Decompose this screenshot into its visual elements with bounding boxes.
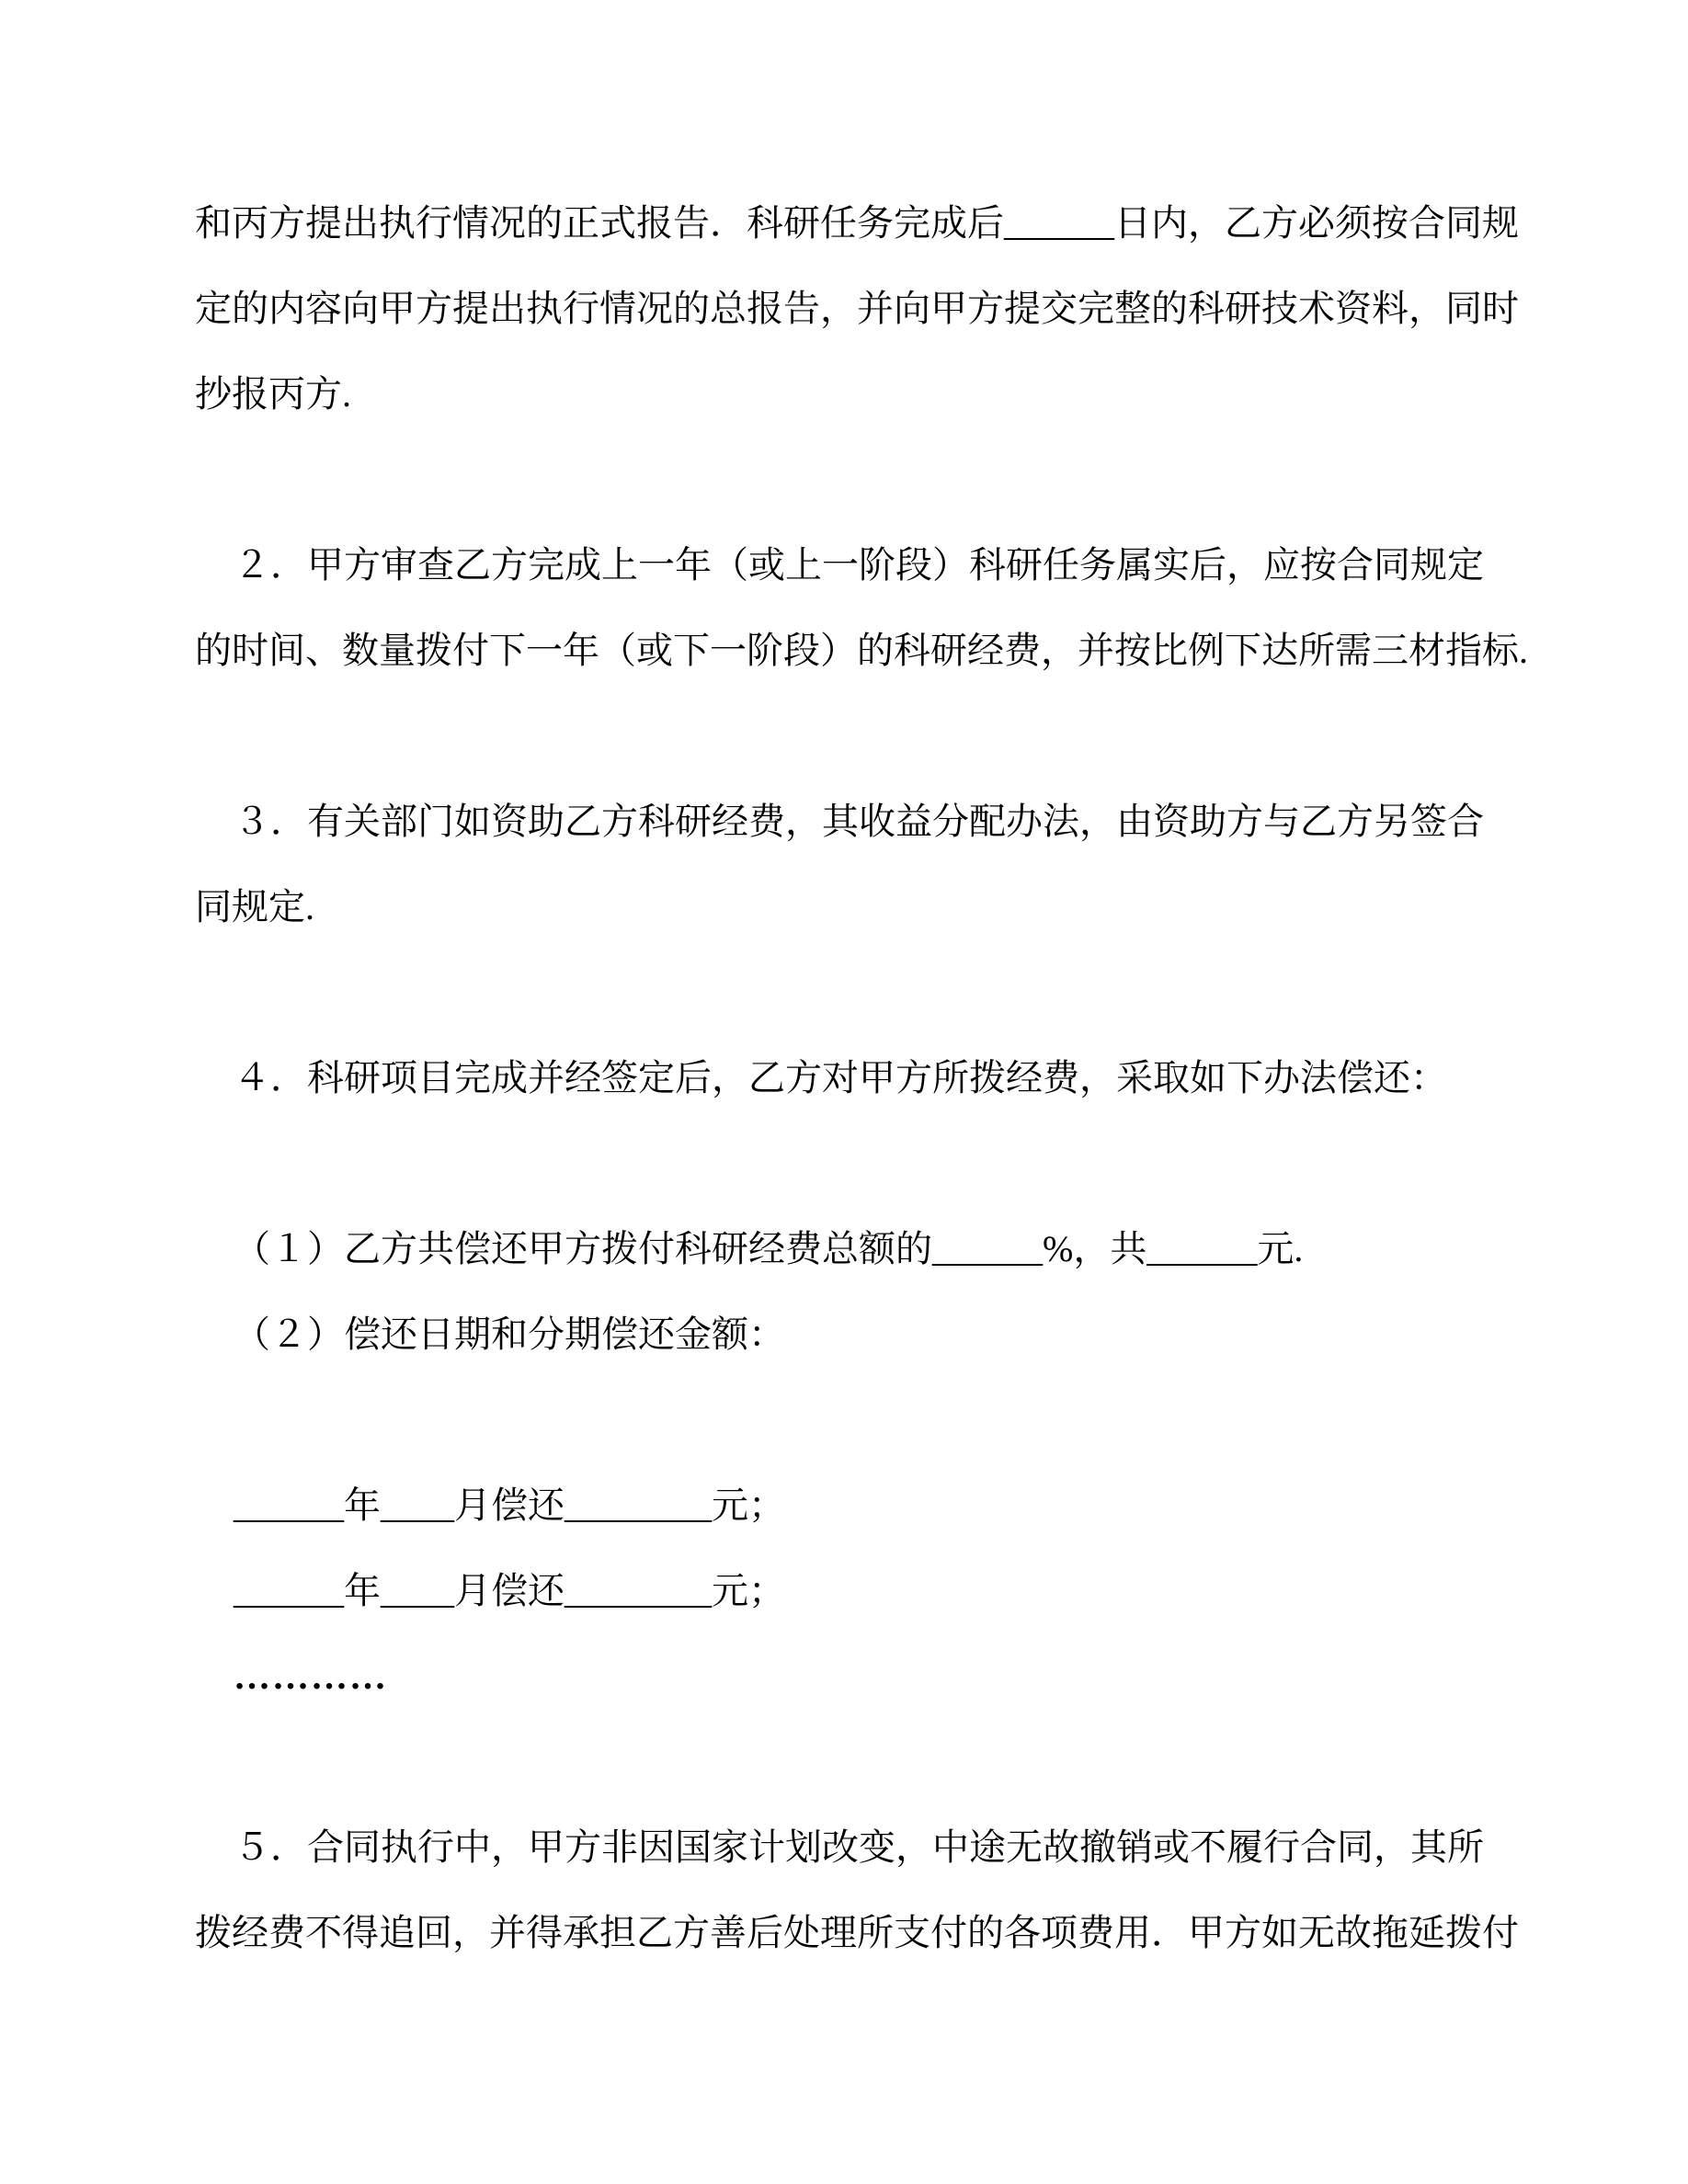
clause-4-item-1: （１）乙方共偿还甲方拨付科研经费总额的______%，共______元. [234,1228,1304,1269]
paragraph-spacer [195,950,1541,1035]
continuation-paragraph-line-3: 抄报丙方. [195,373,351,415]
clause-4-item-2: （２）偿还日期和分期偿还金额： [234,1314,785,1355]
repayment-blank-line-1: ______年____月偿还________元； [234,1484,785,1526]
ellipsis-line: ………… [234,1655,388,1697]
clause-2-line-2: 的时间、数量拨付下一年（或下一阶段）的科研经费，并按比例下达所需三材指标. [195,630,1528,671]
continuation-paragraph-line-2: 定的内容向甲方提出执行情况的总报告，并向甲方提交完整的科研技术资料，同时 [195,288,1519,329]
clause-4-line-1: ４．科研项目完成并经签定后，乙方对甲方所拨经费，采取如下办法偿还： [234,1057,1447,1098]
paragraph-spacer [195,1120,1541,1206]
clause-5-line-2: 拨经费不得追回，并得承担乙方善后处理所支付的各项费用．甲方如无故拖延拨付 [195,1912,1519,1953]
repayment-blank-line-2: ______年____月偿还________元； [234,1570,785,1611]
clause-3-line-1: ３．有关部门如资助乙方科研经费，其收益分配办法，由资助方与乙方另签合 [234,801,1484,842]
continuation-paragraph-line-1: 和丙方提出执行情况的正式报告．科研任务完成后______日内，乙方必须按合同规 [195,202,1519,244]
clause-5-line-1: ５．合同执行中，甲方非因国家计划改变，中途无故撤销或不履行合同，其所 [234,1826,1484,1868]
paragraph-spacer [195,693,1541,779]
paragraph-spacer [195,1377,1541,1462]
clause-2-line-1: ２．甲方审查乙方完成上一年（或上一阶段）科研任务属实后，应按合同规定 [234,544,1484,586]
paragraph-spacer [195,1719,1541,1804]
clause-3-line-2: 同规定. [195,886,314,927]
paragraph-spacer [195,437,1541,522]
